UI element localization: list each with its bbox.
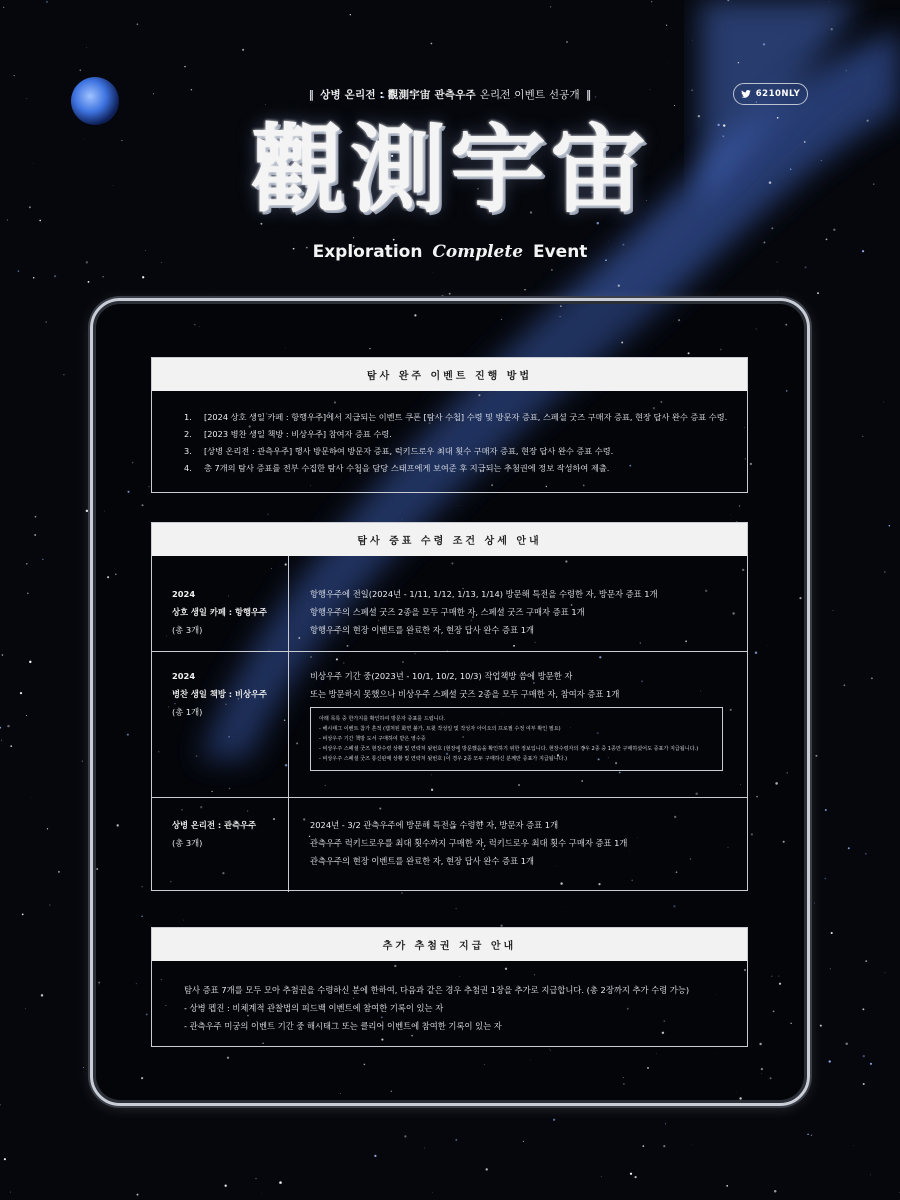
star: [374, 1155, 376, 1157]
star: [829, 1060, 831, 1062]
row-line: 관측우주의 현장 이벤트를 완료한 자, 현장 답사 완수 증표 1개: [310, 856, 535, 866]
section-details-title: 탐사 증표 수령 조건 상세 안내: [152, 523, 747, 556]
section-how-to: [151, 357, 748, 493]
star: [22, 914, 24, 916]
star: [161, 262, 162, 263]
notice-line: - 해시태그 이벤트 참가 흔적 (캡처된 화면 불가, 트윗 작성일 및 작성자 아이오의 프로필 수정 여부 확인 필요): [319, 726, 561, 732]
header-brand: 상병 온리전 : 觀測宇宙 관측우주: [320, 89, 476, 101]
star: [14, 75, 15, 76]
star: [45, 321, 47, 323]
star: [49, 904, 50, 905]
row-line: 2024년 - 3/2 관측우주에 방문해 특전을 수령한 자, 방문자 증표 1개: [310, 820, 559, 830]
star: [551, 269, 553, 271]
twitter-bird-icon: [741, 90, 751, 98]
star: [833, 610, 834, 611]
star: [870, 1175, 871, 1176]
row-line: 항행우주의 현장 이벤트를 완료한 자, 현장 답사 완수 증표 1개: [310, 625, 535, 635]
star: [353, 237, 354, 238]
star: [279, 1181, 282, 1184]
notice-line: 아래 목록 중 한가지를 확인하여 방문자 증표를 드립니다.: [319, 716, 446, 722]
list-item: 1. [2024 상호 생일 카페 : 항행우주]에서 지급되는 이벤트 쿠폰 [탐사 수첩] 수령 및 방문자 증표, 스페셜 굿즈 구매자 증표, 현장 답사 완수 증표 수령.: [184, 412, 728, 422]
row-count: (총 3개): [172, 838, 203, 848]
row-line: 항행우주의 스페셜 굿즈 2종을 모두 구매한 자, 스페셜 굿즈 구매자 증표 1개: [310, 607, 585, 617]
star: [137, 23, 139, 25]
star: [3, 7, 4, 8]
subtitle-pre: Exploration: [312, 242, 423, 262]
row-line: 관측우주 럭키드로우를 최대 횟수까지 구매한 자, 럭키드로우 최대 횟수 구매자 증표 1개: [310, 838, 628, 848]
star: [870, 1063, 872, 1065]
star: [674, 105, 675, 106]
star: [553, 1119, 555, 1121]
star: [442, 295, 444, 297]
notice-line: - 비상우주 스페셜 굿즈 통신판매 상황 및 연락처 뒷번호 (이 경우 2종 모두 구매하신 분께만 증표가 지급됩니다.): [319, 756, 568, 762]
star: [27, 593, 28, 594]
star: [224, 1184, 226, 1186]
star: [815, 755, 817, 757]
star: [10, 1192, 11, 1193]
star: [86, 47, 87, 48]
star: [601, 1176, 602, 1177]
star: [524, 289, 525, 290]
star: [820, 1025, 822, 1027]
twitter-handle: 6210NLY: [755, 89, 801, 99]
row-event-name: 상병 온리전 : 관측우주: [172, 820, 257, 830]
row-count: (총 3개): [172, 625, 203, 635]
star: [845, 1042, 848, 1045]
main-title: 觀測宇宙: [250, 114, 650, 226]
star: [826, 238, 828, 240]
star: [630, 1173, 632, 1175]
star: [54, 275, 56, 277]
subtitle-post: Event: [532, 242, 588, 262]
row-line: 또는 방문하지 못했으나 비상우주 스페셜 굿즈 2종을 모두 구매한 자, 참여자 증표 1개: [310, 689, 620, 699]
star: [763, 43, 765, 45]
subtitle-em: Complete: [432, 242, 524, 262]
star: [31, 797, 32, 798]
star: [726, 1185, 728, 1187]
star: [256, 1178, 257, 1179]
star: [871, 677, 873, 679]
star: [58, 871, 60, 873]
star: [83, 1067, 84, 1068]
header-line: ‖ 상병 온리전 : 觀測宇宙 관측우주 온리전 이벤트 선공개 ‖: [308, 89, 592, 101]
star: [651, 1, 652, 2]
star: [830, 969, 831, 970]
star: [634, 1176, 636, 1178]
star: [80, 69, 82, 71]
star: [883, 402, 884, 403]
star: [29, 661, 31, 663]
detail-row-bookstore: [152, 652, 747, 798]
star: [807, 1134, 808, 1135]
star: [486, 1168, 488, 1170]
star: [26, 563, 28, 565]
extra-intro: 탐사 증표 7개를 모두 모아 추첨권을 수령하신 분에 한하여, 다음과 같은 경우 추첨권 1장을 추가로 지급합니다. (총 2장까지 추가 수령 가능): [184, 985, 690, 995]
star: [210, 296, 211, 297]
star: [33, 277, 35, 279]
star: [18, 270, 19, 271]
star: [86, 510, 88, 512]
star: [805, 266, 807, 268]
star: [777, 291, 778, 292]
star: [25, 1008, 26, 1009]
steps-list: [152, 391, 747, 477]
star: [771, 227, 773, 229]
row-event-name: 병찬 생일 책방 : 비상우주: [172, 689, 268, 699]
subtitle: [0, 242, 900, 262]
star: [828, 1, 829, 2]
star: [884, 572, 885, 573]
star: [26, 715, 27, 716]
star: [432, 1192, 433, 1193]
star: [844, 684, 846, 686]
star: [889, 525, 890, 526]
star: [833, 229, 835, 231]
section-extra-tickets: [151, 927, 748, 1047]
star: [854, 1145, 855, 1146]
star: [404, 1135, 406, 1137]
detail-row-cafe: [152, 556, 747, 652]
row-year: 2024: [172, 671, 196, 681]
section-extra-title: 추가 추첨권 지급 안내: [152, 928, 747, 961]
row-line: 비상우주 기간 중(2023년 - 10/1, 10/2, 10/3) 작업책방 씀에 방문한 자: [310, 671, 573, 681]
star: [825, 809, 827, 811]
list-item: 4. 총 7개의 탐사 증표를 전부 수집한 탐사 수첩을 담당 스태프에게 보여준 후 지급되는 추첨권에 정보 작성하여 제출.: [184, 463, 610, 473]
star: [643, 1145, 645, 1147]
star: [848, 847, 850, 849]
star: [137, 1194, 139, 1196]
star: [523, 1141, 524, 1142]
star: [550, 6, 551, 7]
star: [692, 40, 693, 41]
star: [663, 1145, 665, 1147]
star: [811, 1135, 812, 1136]
star: [424, 1148, 425, 1149]
notice-line: - 비상우주 기간 책방 도서 구매하여 받은 영수증: [319, 736, 426, 742]
section-how-to-title: 탐사 완주 이벤트 진행 방법: [152, 358, 747, 391]
star: [34, 534, 36, 536]
row-line: 항행우주에 전일(2024년 - 1/11, 1/12, 1/13, 1/14) 방문해 특전을 수령한 자, 방문자 증표 1개: [310, 589, 658, 599]
star: [863, 1055, 865, 1057]
star: [142, 276, 144, 278]
star: [2, 654, 4, 656]
row-event-name: 상호 생일 카페 : 항행우주: [172, 607, 268, 617]
detail-row-onlyevent: [152, 798, 747, 893]
list-item: - 관측우주 미궁의 이벤트 기간 중 해시태그 또는 클리어 이벤트에 참여한 기록이 있는 자: [184, 1021, 502, 1031]
star: [865, 960, 867, 962]
star: [814, 903, 815, 904]
star: [738, 62, 739, 63]
star: [82, 760, 83, 761]
star: [691, 1144, 692, 1145]
star: [846, 70, 847, 71]
star: [666, 25, 667, 26]
notice-box: [310, 707, 723, 771]
star: [184, 66, 185, 67]
star: [46, 1, 48, 3]
star: [863, 1083, 865, 1085]
star: [35, 516, 37, 518]
star: [41, 994, 43, 996]
star: [863, 436, 864, 437]
star: [665, 1123, 666, 1124]
star: [885, 973, 886, 974]
star: [618, 285, 620, 287]
star: [831, 28, 833, 30]
twitter-badge[interactable]: [733, 83, 808, 105]
list-item: 2. [2023 병찬 생일 책방 : 비상우주] 참여자 증표 수령.: [184, 429, 392, 439]
star: [831, 932, 833, 934]
notice-line: - 비상우주 스페셜 굿즈 현장수령 상황 및 연락처 뒷번호 (현장에 방문했음을 확인하기 위한 정보입니다. 현장수령자의 경우 2종 중 1종만 구매하셨어도 증표가 지급됩니다.): [319, 746, 699, 752]
star: [63, 374, 64, 375]
star: [47, 828, 48, 829]
star: [350, 14, 351, 15]
star: [242, 49, 244, 51]
star: [449, 293, 451, 295]
star: [431, 43, 433, 45]
star: [455, 1139, 457, 1141]
star: [446, 1106, 448, 1108]
star: [10, 745, 12, 747]
list-item: - 상병 펩진 : 비체계적 관찰법의 피드백 이벤트에 참여한 기록이 있는 자: [184, 1003, 444, 1013]
header-tagline: 온리전 이벤트 선공개: [479, 89, 580, 101]
star: [7, 725, 9, 727]
star: [862, 1008, 864, 1010]
star: [774, 1190, 777, 1193]
star: [42, 559, 43, 560]
star: [824, 878, 826, 880]
star: [1, 740, 2, 741]
star: [4, 1158, 6, 1160]
row-year: 2024: [172, 589, 196, 599]
star: [265, 104, 266, 105]
star: [566, 41, 567, 42]
list-item: 3. [상병 온리전 : 관측우주] 행사 방문하여 방문자 증표, 럭키드로우 최대 횟수 구매자 증표, 현장 답사 완수 증표 수령.: [184, 446, 614, 456]
star: [817, 292, 819, 294]
star: [393, 239, 395, 241]
star: [20, 692, 22, 694]
row-count: (총 1개): [172, 707, 203, 717]
star: [103, 276, 104, 277]
star: [433, 272, 434, 273]
star: [88, 281, 90, 283]
star: [865, 853, 867, 855]
section-details: [151, 522, 748, 891]
